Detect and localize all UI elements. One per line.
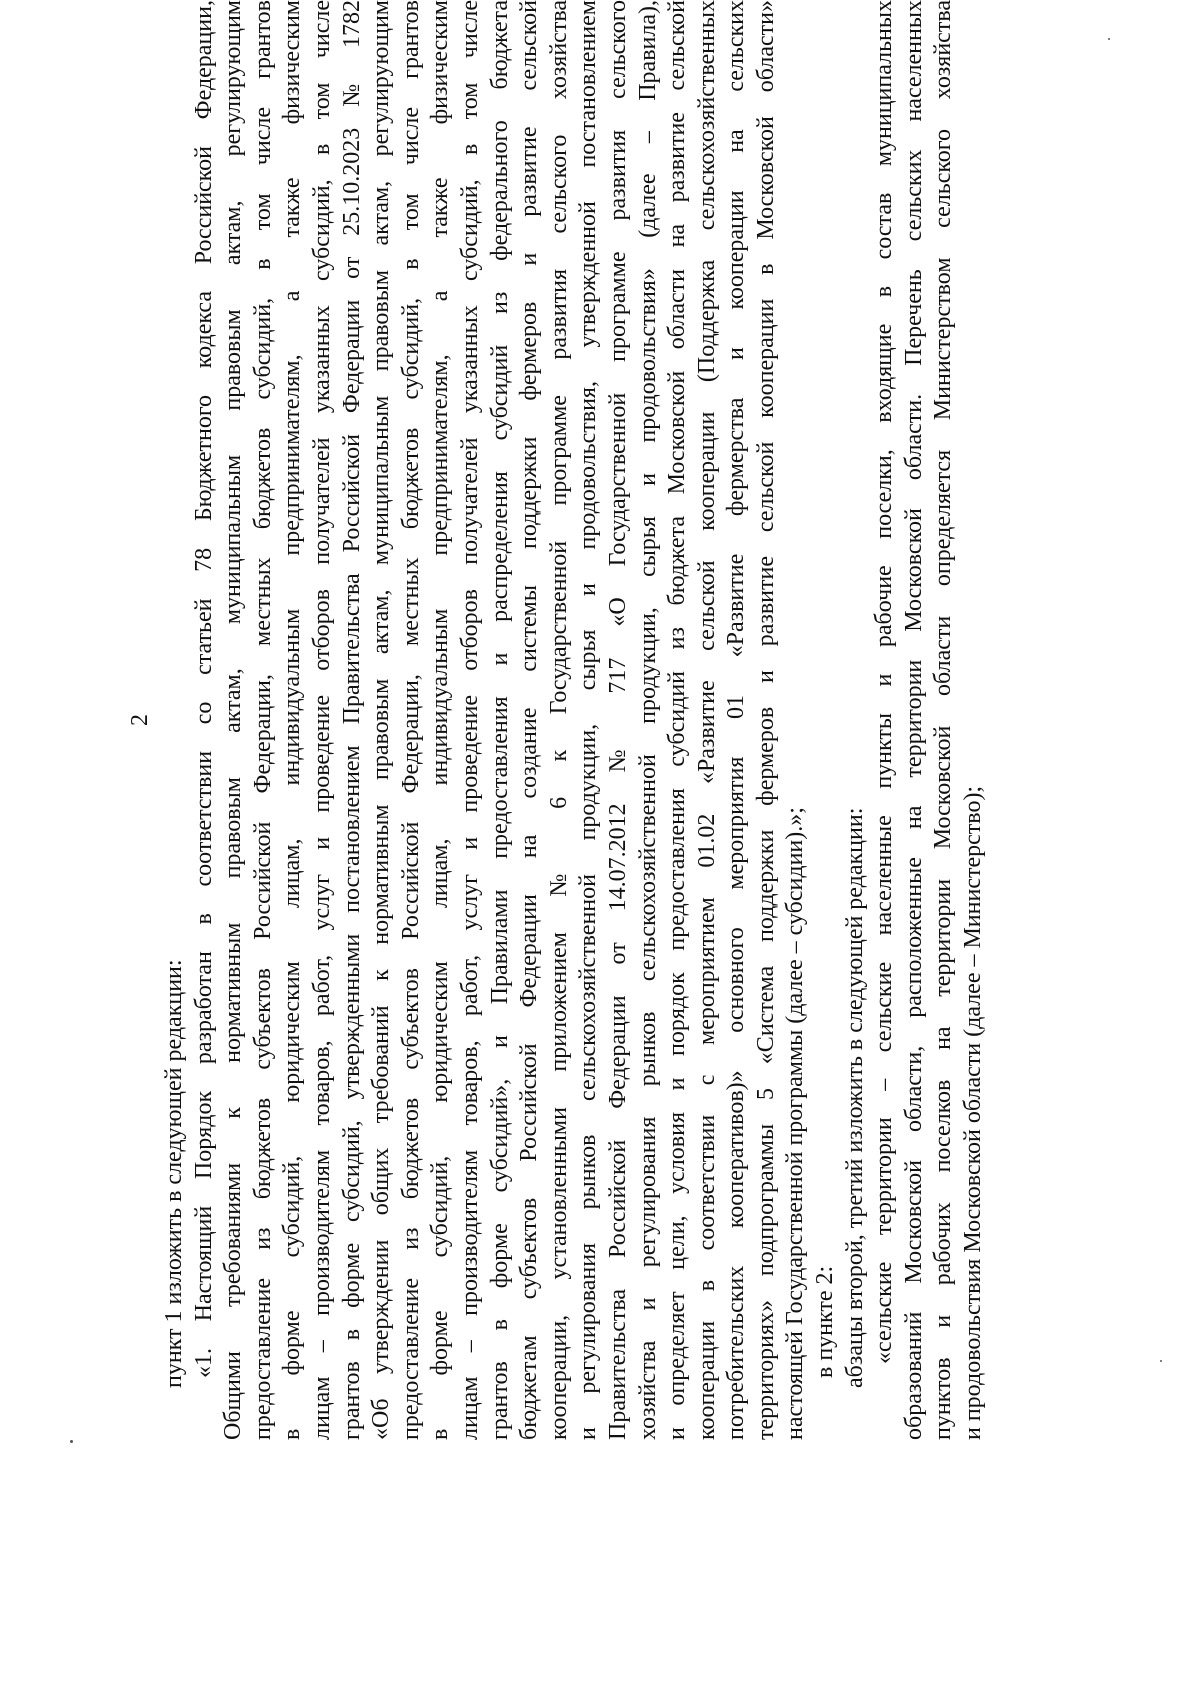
- para1-line-8: предоставление из бюджетов субъектов Российской Федерации, местных бюджетов субсидий, в том числе грантов: [397, 0, 424, 1440]
- para1-line-11: грантов в форме субсидий», и Правилами предоставления и распределения субсидий из федерального бюджета: [486, 0, 513, 1440]
- scan-speck: [70, 1440, 73, 1443]
- item2-intro: абзацы второй, третий изложить в следующей редакции:: [841, 807, 868, 1388]
- para1-line-9: в форме субсидий, юридическим лицам, индивидуальным предпринимателям, а также физическим: [427, 0, 454, 1440]
- para2-line-4: и продовольствия Московской области (далее – Министерство);: [960, 785, 987, 1440]
- para1-line-1: «1. Настоящий Порядок разработан в соответствии со статьей 78 Бюджетного кодекса Российской Федерации,: [190, 0, 217, 1378]
- para1-line-2: Общими требованиями к нормативным правовым актам, муниципальным правовым актам, регулирующим: [220, 0, 247, 1440]
- scan-speck: [1108, 38, 1110, 40]
- para1-line-3: предоставление из бюджетов субъектов Российской Федерации, местных бюджетов субсидий, в том числе грантов: [249, 0, 276, 1440]
- para1-line-7: «Об утверждении общих требований к нормативным правовым актам, муниципальным правовым актам, регулирующим: [368, 0, 395, 1440]
- item2-label: в пункте 2:: [812, 1265, 839, 1378]
- page-number: 2: [127, 714, 153, 726]
- para1-line-20: территориях» подпрограммы 5 «Система поддержки фермеров и развитие сельской кооперации в Московской области»: [752, 0, 779, 1440]
- para1-line-14: и регулирования рынков сельскохозяйственной продукции, сырья и продовольствия, утвержденной постановлением: [575, 0, 602, 1440]
- rotated-text-block: [120, 0, 1000, 1440]
- para1-line-15: Правительства Российской Федерации от 14.07.2012 № 717 «О Государственной программе развития сельского: [604, 0, 631, 1440]
- scan-speck: [1160, 1360, 1162, 1362]
- intro-line: пункт 1 изложить в следующей редакции:: [161, 959, 187, 1388]
- para1-line-5: лицам – производителям товаров, работ, услуг и проведение отборов получателей указанных субсидий, в том числе: [308, 0, 335, 1440]
- para1-line-12: бюджетам субъектов Российской Федерации на создание системы поддержки фермеров и развитие сельской: [516, 0, 543, 1440]
- para1-line-16: хозяйства и регулирования рынков сельскохозяйственной продукции, сырья и продовольствия» (далее – Правила),: [634, 0, 661, 1440]
- para1-line-10: лицам – производителям товаров, работ, услуг и проведение отборов получателей указанных субсидий, в том числе: [456, 0, 483, 1440]
- para2-line-3: пунктов и рабочих поселков на территории Московской области определяется Министерством сельского хозяйства: [930, 0, 957, 1440]
- para1-line-6: грантов в форме субсидий, утвержденными постановлением Правительства Российской Федерации от 25.10.2023 № 1782: [338, 0, 365, 1440]
- para1-line-18: кооперации в соответствии с мероприятием 01.02 «Развитие сельской кооперации (Поддержка сельскохозяйственных: [693, 0, 720, 1440]
- para1-line-4: в форме субсидий, юридическим лицам, индивидуальным предпринимателям, а также физическим: [279, 0, 306, 1440]
- para2-line-2: образований Московской области, расположенные на территории Московской области. Перечень сельских населенных: [900, 0, 927, 1440]
- para1-line-13: кооперации, установленными приложением № 6 к Государственной программе развития сельского хозяйства: [545, 0, 572, 1440]
- para1-line-21: настоящей Государственной программы (далее – субсидии).»;: [782, 807, 809, 1440]
- para1-line-19: потребительских кооперативов)» основного мероприятия 01 «Развитие фермерства и кооперации на сельских: [723, 0, 750, 1440]
- para2-line-1: «сельские территории – сельские населенные пункты и рабочие поселки, входящие в состав муниципальных: [871, 0, 898, 1364]
- para1-line-17: и определяет цели, условия и порядок предоставления субсидий из бюджета Московской области на развитие сельской: [664, 0, 691, 1440]
